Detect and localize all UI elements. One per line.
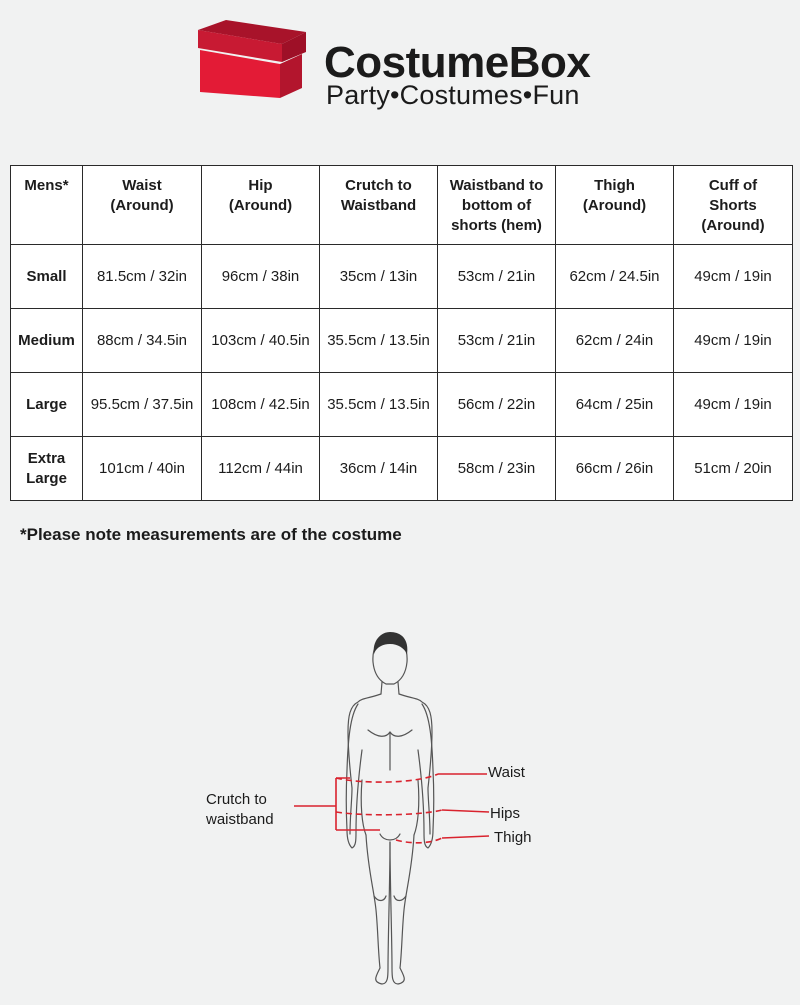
measurement-cell: 96cm / 38in [202,245,320,309]
measurement-cell: 49cm / 19in [674,245,793,309]
measurement-cell: 58cm / 23in [438,437,556,501]
size-label: Extra Large [11,437,83,501]
waist-label: Waist [488,764,525,781]
table-header-cell: Thigh (Around) [556,166,674,245]
measurement-cell: 64cm / 25in [556,373,674,437]
table-header-row [11,166,793,245]
table-row [11,373,793,437]
table-row [11,309,793,373]
measurement-cell: 56cm / 22in [438,373,556,437]
measurement-cell: 35cm / 13in [320,245,438,309]
table-body [11,245,793,501]
measurement-cell: 49cm / 19in [674,309,793,373]
measurement-cell: 66cm / 26in [556,437,674,501]
brand-tagline: Party•Costumes•Fun [326,80,580,110]
table-header-cell: Waist (Around) [83,166,202,245]
measurement-note: *Please note measurements are of the costume [20,525,402,544]
measurement-cell: 35.5cm / 13.5in [320,373,438,437]
table-header-cell: Cuff of Shorts (Around) [674,166,793,245]
measurement-cell: 62cm / 24.5in [556,245,674,309]
brand-logo [196,18,616,108]
table-row [11,245,793,309]
measurement-cell: 95.5cm / 37.5in [83,373,202,437]
brand-name: CostumeBox [324,38,591,87]
measurement-cell: 35.5cm / 13.5in [320,309,438,373]
measurement-cell: 108cm / 42.5in [202,373,320,437]
measurement-cell: 62cm / 24in [556,309,674,373]
measurement-cell: 49cm / 19in [674,373,793,437]
table-header-cell: Hip (Around) [202,166,320,245]
measurement-cell: 88cm / 34.5in [83,309,202,373]
table-header-corner: Mens* [11,166,83,245]
size-chart-table [10,165,793,501]
size-label: Medium [11,309,83,373]
measurement-cell: 101cm / 40in [83,437,202,501]
measurement-cell: 53cm / 21in [438,245,556,309]
measurement-cell: 112cm / 44in [202,437,320,501]
thigh-label: Thigh [494,829,532,846]
table-row [11,437,793,501]
hips-label: Hips [490,805,521,822]
measurement-cell: 36cm / 14in [320,437,438,501]
table-header-cell: Waistband to bottom of shorts (hem) [438,166,556,245]
table-header-cell: Crutch to Waistband [320,166,438,245]
measurement-cell: 51cm / 20in [674,437,793,501]
measurement-cell: 103cm / 40.5in [202,309,320,373]
size-label: Small [11,245,83,309]
crutch-to-waistband-label: Crutch to waistband [206,791,274,828]
measurement-cell: 81.5cm / 32in [83,245,202,309]
measurement-cell: 53cm / 21in [438,309,556,373]
body-measurement-figure [190,620,590,1000]
costume-box-icon [196,18,308,102]
size-label: Large [11,373,83,437]
